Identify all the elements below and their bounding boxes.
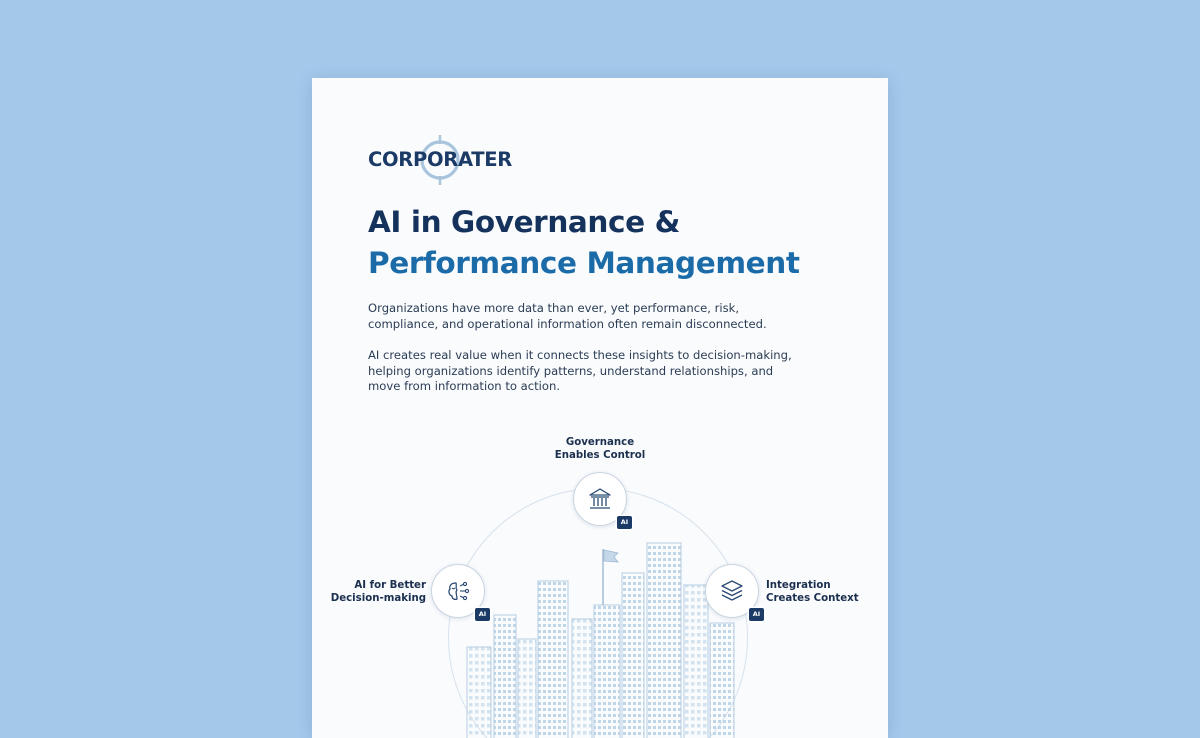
- decision-making-label-line-2: Decision-making: [330, 593, 426, 604]
- decision-making-node: [431, 564, 485, 618]
- integration-label-line-1: Integration: [766, 580, 831, 591]
- decision-making-label: [322, 579, 426, 605]
- governance-label-line-2: Enables Control: [554, 450, 646, 461]
- stacked-layers-icon: [719, 578, 745, 604]
- governance-node: [573, 472, 627, 526]
- city-skyline-illustration: [462, 527, 752, 738]
- integration-label-line-2: Creates Context: [766, 593, 859, 604]
- brain-network-icon: [445, 578, 471, 604]
- value-paragraph: AI creates real value when it connects these insights to decision-making, helping organizations identify patterns, understand relationships, and move from information to action.: [368, 348, 792, 394]
- governance-label: [530, 436, 670, 462]
- title-line-2: Performance Management: [368, 246, 800, 280]
- governance-label-line-1: Governance: [565, 437, 635, 448]
- decision-making-label-line-1: AI for Better: [354, 580, 426, 591]
- integration-node: [705, 564, 759, 618]
- ai-chip-badge: AI: [617, 516, 632, 529]
- brand-logo-text: CORPORATER: [368, 148, 513, 171]
- ai-diagram: [312, 423, 888, 738]
- brand-logo: [368, 134, 513, 186]
- document-page: [312, 78, 888, 738]
- intro-paragraph: Organizations have more data than ever, yet performance, risk, compliance, and operational information often remain disconnected.: [368, 301, 767, 331]
- integration-label: [766, 579, 886, 605]
- government-building-icon: [587, 486, 613, 512]
- page-title: [368, 202, 868, 284]
- title-line-1: AI in Governance &: [368, 205, 680, 239]
- ai-chip-badge: AI: [749, 608, 764, 621]
- ai-chip-badge: AI: [475, 608, 490, 621]
